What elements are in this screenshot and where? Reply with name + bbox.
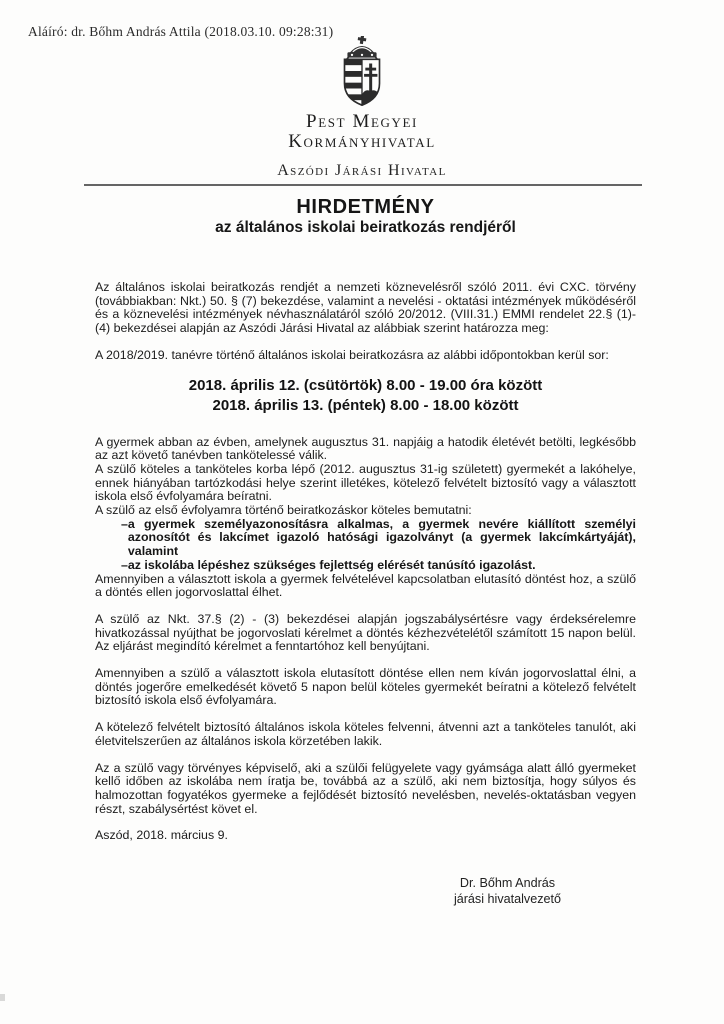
paragraph-intro: Az általános iskolai beiratkozás rendjét a nemzeti köznevelésről szóló 2011. évi CXC. törvény (továbbiakban: Nkt.) 50. § (7) bekezdése, valamint a nevelési - oktatási intézmények működéséről és a köznevelési intézmények névhasználatáról szóló 20/2012. (VIII.31.) EMMI rendelet 22.§ (1)-(4) bekezdései alapján az Aszódi Járási Hivatal az alábbiak szerint határozza meg:	[95, 280, 636, 336]
paragraph-penalty: Az a szülő vagy törvényes képviselő, aki a szülői felügyelete vagy gyámsága alatt álló gyermeket kellő időben az iskolába nem íratja be, továbbá az a szülő, aki nem biztosítja, hogy súlyos és halmozottan fogyatékos gyermeke a fejlődését biztosító nevelésben, nevelés-oktatásban vegyen részt, szabálysértést követ el.	[95, 760, 636, 816]
paragraph-appeal-right: Amennyiben a választott iskola a gyermek felvételével kapcsolatban elutasító döntést hoz, a szülő a döntés ellen jogorvoslattal élhet.	[95, 571, 636, 600]
paragraph-age-rule: A gyermek abban az évben, amelynek augusztus 31. napjáig a hatodik életévét betölti, legkésőbb az azt követő tanévben tankötelessé válik.	[95, 434, 636, 463]
document-subtitle: az általános iskolai beiratkozás rendjéről	[215, 219, 516, 236]
letterhead	[0, 36, 724, 179]
org-name-line1: Pest Megyei	[306, 111, 418, 132]
digital-signer-line: Aláíró: dr. Bőhm András Attila (2018.03.10. 09:28:31)	[28, 24, 334, 39]
document-body	[95, 196, 636, 907]
list-item	[95, 559, 636, 573]
dash-bullet: –	[121, 516, 128, 531]
enrollment-date-1: 2018. április 12. (csütörtök) 8.00 - 19.00 óra között	[188, 376, 543, 394]
signatory-name: Dr. Bőhm András	[459, 876, 556, 891]
enrollment-date-2: 2018. április 13. (péntek) 8.00 - 18.00 között	[212, 396, 519, 414]
paragraph-parent-obligation: A szülő köteles a tanköteles korba lépő (2012. augusztus 31-ig született) gyermekét a lakóhelye, ennek hiányában tartózkodási helye szerint illetékes, kötelező felvételt biztosító vagy a választott iskola első évfolyamára beíratni.	[95, 461, 636, 504]
paragraph-no-appeal: Amennyiben a szülő a választott iskola elutasított döntése ellen nem kíván jogorvoslattal élni, a döntés jogerőre emelkedését követő 5 napon belül köteles gyermekét beíratni a kötelező felvételt biztosító iskola első évfolyamára.	[95, 666, 636, 708]
required-documents-list	[95, 518, 636, 573]
dash-bullet: –	[121, 557, 128, 572]
office-name: Aszódi Járási Hivatal	[277, 162, 447, 179]
hungarian-coat-of-arms-icon	[337, 36, 387, 106]
paragraph-district-school: A kötelező felvételt biztosító általános iskola köteles felvenni, átvenni azt a tanköteles tanulót, aki életvitelszerűen az általános iskola körzetében lakik.	[95, 720, 636, 748]
letterhead-divider	[84, 184, 642, 186]
paragraph-legal-remedy: A szülő az Nkt. 37.§ (2) - (3) bekezdései alapján jogszabálysértésre vagy érdeksérelemre hivatkozással nyújthat be jogorvoslati kérelmet a döntés kézhezvételétől számított 15 napon belül. Az eljárást megindító kérelmet a fenntartóhoz kell benyújtani.	[95, 611, 636, 654]
paragraph-schedule-intro: A 2018/2019. tanévre történő általános iskolai beiratkozásra az alábbi időpontokban kerül sor:	[95, 347, 609, 362]
document-title: HIRDETMÉNY	[296, 196, 435, 218]
list-item	[95, 518, 636, 559]
required-document-1: a gyermek személyazonosításra alkalmas, a gyermek nevére kiállított személyi azonosítót és lakcímet igazoló hatósági igazolványt (a gyermek lakcímkártyáját), valamint	[127, 516, 636, 559]
signatory-title: járási hivatalvezető	[453, 892, 562, 907]
scan-artifact	[0, 994, 5, 1001]
required-document-2: az iskolába lépéshez szükséges fejlettség elérését tanúsító igazolást.	[127, 557, 536, 572]
paragraph-documents-intro: A szülő az első évfolyamra történő beiratkozáskor köteles bemutatni:	[95, 503, 472, 518]
place-and-date: Aszód, 2018. március 9.	[95, 828, 228, 843]
enrollment-dates	[95, 376, 636, 416]
org-name-line2: Kormányhivatal	[288, 131, 436, 152]
signature-block	[405, 875, 610, 907]
